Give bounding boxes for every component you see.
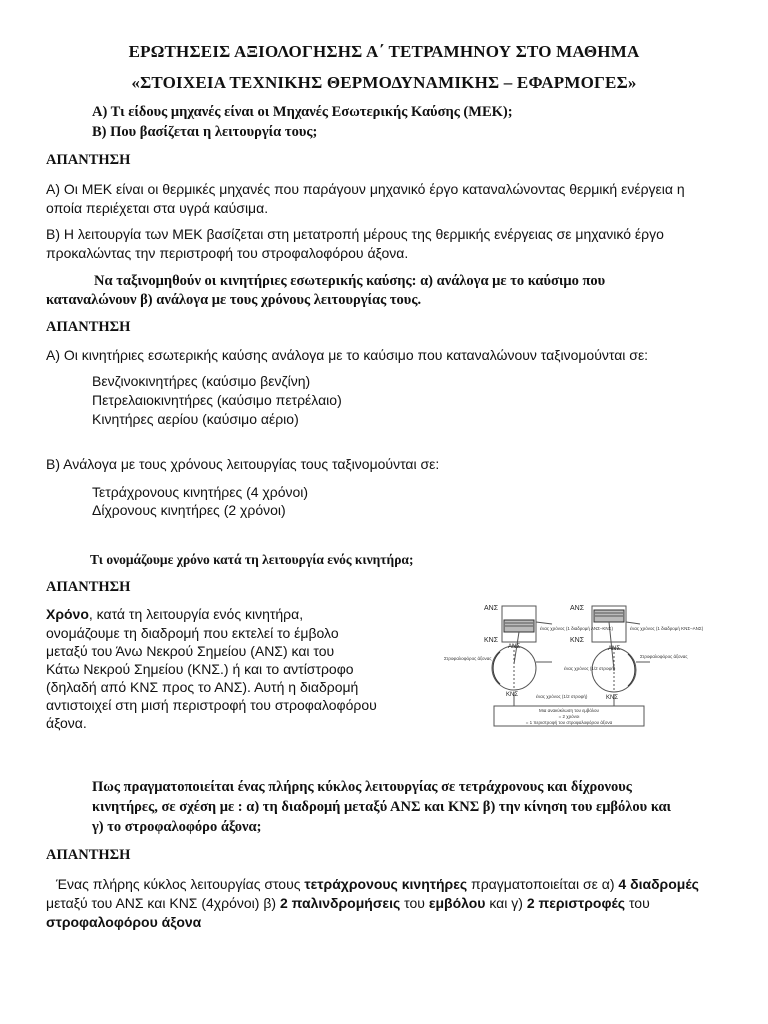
fig-box-line-2: = 2 χρόνοι	[558, 714, 580, 719]
answer-label-2: ΑΠΑΝΤΗΣΗ	[46, 319, 131, 335]
fig-label-tdc-right: ΑΝΣ	[570, 605, 585, 612]
fig-circle-tdc-right: ΑΝΣ	[608, 646, 621, 652]
answer-4-text: Ένας πλήρης κύκλος λειτουργίας στους	[56, 876, 305, 892]
answer-3-line: ονομάζουμε τη διαδρομή που εκτελεί το έμβολο	[46, 625, 339, 641]
answer-2a: Α) Οι κινητήριες εσωτερικής καύσης ανάλογα με το καύσιμο που καταναλώνουν ταξινομούνται σε:	[46, 347, 649, 363]
question-2-line-2: καταναλώνουν β) ανάλογα με τους χρόνους λειτουργίας τους.	[46, 292, 422, 308]
fig-box-line-1: Μια ανακύκλωση του εμβόλου	[539, 708, 599, 713]
answer-4-text: του	[625, 895, 650, 911]
answer-4-line-3: στροφαλοφόρου άξονα	[46, 914, 202, 930]
fig-label-bdc-right: ΚΝΣ	[570, 637, 585, 644]
question-1a: Α) Τι είδους μηχανές είναι οι Μηχανές Εσωτερικής Καύσης (ΜΕΚ);	[92, 104, 513, 120]
question-4-line-3: γ) το στροφαλοφόρο άξονα;	[92, 819, 262, 835]
fig-crank-right: Στροφαλοφόρος άξονας	[640, 654, 688, 659]
answer-4-line-2	[46, 894, 650, 913]
answer-4-bold: 2 παλινδρομήσεις	[279, 895, 401, 911]
stroke-list-item: Τετράχρονους κινητήρες (4 χρόνοι)	[92, 484, 309, 500]
answer-1a-line-2: οποία περιέχεται στα υγρά καύσιμα.	[46, 200, 269, 216]
piston-stroke-diagram	[444, 600, 724, 732]
fig-box-line-3: = 1 περιστροφή του στροφαλοφόρου άξονα	[525, 720, 613, 725]
fig-circle-bdc-left: ΚΝΣ	[506, 692, 519, 698]
fig-note-left: ένας χρόνος (1 διαδρομή ΑΝΣ–ΚΝΣ)	[540, 626, 613, 631]
question-1b: Β) Που βασίζεται η λειτουργία τους;	[92, 124, 318, 140]
answer-1b-line-1: Β) Η λειτουργία των ΜΕΚ βασίζεται στη μετατροπή μέρους της θερμικής ενέργειας σε μηχανικό έργο	[46, 226, 664, 242]
answer-label-4: ΑΠΑΝΤΗΣΗ	[46, 847, 131, 863]
fig-label-bdc-left: ΚΝΣ	[484, 637, 499, 644]
question-2-line-1: Να ταξινομηθούν οι κινητήριες εσωτερικής καύσης: α) ανάλογα με το καύσιμο που	[94, 273, 606, 289]
question-4-line-2: κινητήρες, σε σχέση με : α) τη διαδρομή μεταξύ ΑΝΣ και ΚΝΣ β) την κίνηση του εμβόλου και	[92, 799, 672, 815]
answer-3-line: μεταξύ του Άνω Νεκρού Σημείου (ΑΝΣ) και του	[46, 643, 335, 659]
fig-circle-bdc-right: ΚΝΣ	[606, 695, 619, 701]
answer-label-1: ΑΠΑΝΤΗΣΗ	[46, 152, 131, 168]
question-4-line-1: Πως πραγματοποιείται ένας πλήρης κύκλος λειτουργίας σε τετράχρονους και δίχρονους	[92, 779, 632, 795]
answer-4-line-1	[56, 875, 699, 894]
answer-4-text: πραγματοποιείται σε α)	[467, 876, 619, 892]
fig-note-right: ένας χρόνος (1 διαδρομή ΚΝΣ–ΑΝΣ)	[630, 626, 704, 631]
fig-circle-tdc-left: ΑΝΣ	[508, 644, 521, 650]
answer-4-bold: εμβόλου	[428, 895, 486, 911]
fuel-list-item: Κινητήρες αερίου (καύσιμο αέριο)	[92, 411, 299, 427]
term-chrono: Χρόνο	[46, 606, 89, 622]
answer-3-line: αντιστοιχεί στη μισή περιστροφή του στροφαλοφόρου	[46, 697, 377, 713]
answer-4-text: και γ)	[485, 895, 527, 911]
answer-3-line: Κάτω Νεκρού Σημείου (ΚΝΣ.) ή και το αντίστροφο	[46, 661, 354, 677]
answer-label-3: ΑΠΑΝΤΗΣΗ	[46, 579, 131, 595]
answer-4-text: του	[400, 895, 429, 911]
document-title-line-1: ΕΡΩΤΗΣΕΙΣ ΑΞΙΟΛΟΓΗΣΗΣ Α΄ ΤΕΤΡΑΜΗΝΟΥ ΣΤΟ ΜΑΘΗΜΑ	[128, 42, 640, 61]
answer-4-bold: 2 περιστροφές	[526, 895, 626, 911]
fig-half-left: ένας χρόνος (1/2 στροφή)	[536, 694, 588, 699]
fuel-list-item: Πετρελαιοκινητήρες (καύσιμο πετρέλαιο)	[92, 392, 342, 408]
piston-stroke-figure	[444, 600, 724, 732]
document-title-line-2: «ΣΤΟΙΧΕΙΑ ΤΕΧΝΙΚΗΣ ΘΕΡΜΟΔΥΝΑΜΙΚΗΣ – ΕΦΑΡΜΟΓΕΣ»	[131, 73, 637, 92]
answer-1b-line-2: προκαλώντας την περιστροφή του στροφαλοφόρου άξονα.	[46, 245, 409, 261]
answer-3-line: άξονα.	[46, 715, 87, 731]
fuel-list-item: Βενζινοκινητήρες (καύσιμο βενζίνη)	[92, 373, 311, 389]
stroke-list-item: Δίχρονους κινητήρες (2 χρόνοι)	[92, 502, 286, 518]
answer-3-line: (δηλαδή από ΚΝΣ προς το ΑΝΣ). Αυτή η διαδρομή	[46, 679, 359, 695]
answer-3-line-1-text: , κατά τη λειτουργία ενός κινητήρα,	[88, 606, 304, 622]
answer-4-bold: τετράχρονους κινητήρες	[304, 876, 468, 892]
fig-half-right: ένας χρόνος (1/2 στροφή)	[564, 666, 616, 671]
answer-3-line-1	[46, 605, 303, 624]
answer-1a-line-1: Α) Οι ΜΕΚ είναι οι θερμικές μηχανές που παράγουν μηχανικό έργο καταναλώνοντας θερμική ενέργεια η	[46, 181, 685, 197]
fig-label-tdc-left: ΑΝΣ	[484, 605, 499, 612]
fig-crank-left: Στροφαλοφόρος άξονας	[444, 656, 492, 661]
answer-4-bold: 4 διαδρομές	[618, 876, 699, 892]
question-3: Τι ονομάζουμε χρόνο κατά τη λειτουργία ενός κινητήρα;	[90, 552, 414, 567]
answer-4-text: μεταξύ του ΑΝΣ και ΚΝΣ (4χρόνοι) β)	[46, 895, 280, 911]
answer-2b: Β) Ανάλογα με τους χρόνους λειτουργίας τους ταξινομούνται σε:	[46, 456, 440, 472]
